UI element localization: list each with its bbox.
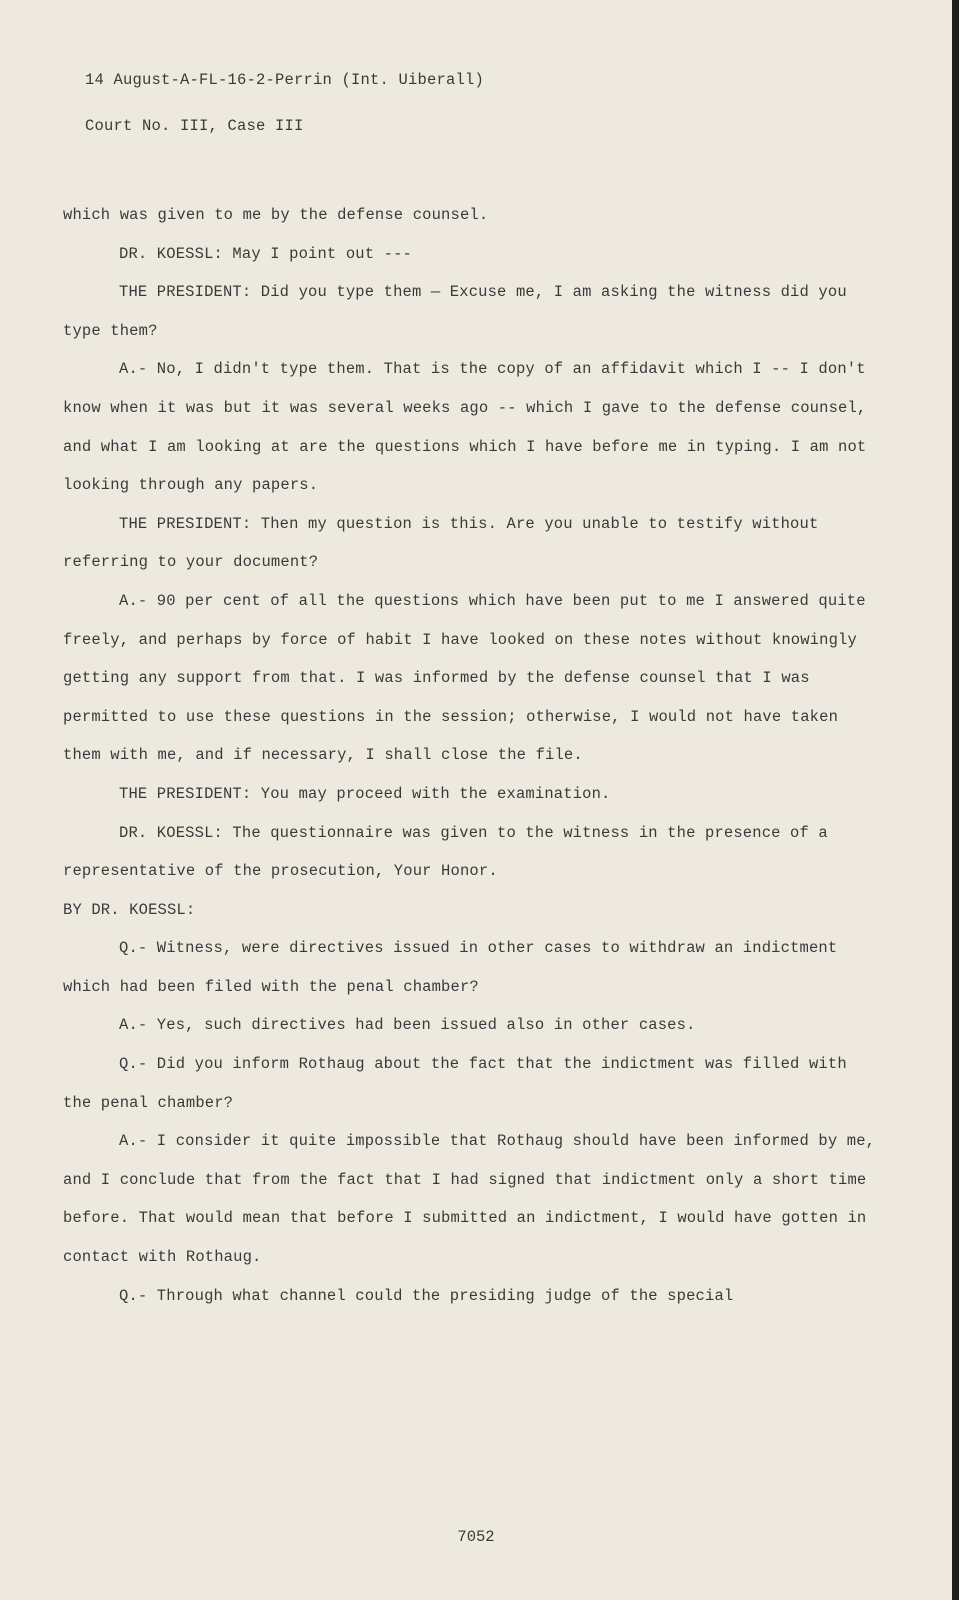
paragraph: BY DR. KOESSL: <box>63 900 196 919</box>
header-court-line: Court No. III, Case III <box>85 117 304 135</box>
paragraph: A.- I consider it quite impossible that Rothaug should have been informed by me, and I conclude that from the fact that I had signed that indictment only a short time before. That would mean that before I submitted an indictment, I would have gotten in contact with Rothaug. <box>63 1132 876 1267</box>
paragraph: Q.- Did you inform Rothaug about the fact that the indictment was filled with the penal chamber? <box>63 1055 847 1112</box>
paragraph: DR. KOESSL: May I point out --- <box>119 244 412 263</box>
paragraph: A.- Yes, such directives had been issued also in other cases. <box>119 1016 696 1035</box>
header-case-line: 14 August-A-FL-16-2-Perrin (Int. Uiberall) <box>85 71 485 89</box>
paragraph: Q.- Through what channel could the presiding judge of the special <box>119 1286 734 1305</box>
paragraph: THE PRESIDENT: You may proceed with the examination. <box>119 784 611 803</box>
paragraph: which was given to me by the defense counsel. <box>63 206 489 224</box>
paragraph: THE PRESIDENT: Did you type them — Excuse me, I am asking the witness did you type them? <box>63 283 847 340</box>
paragraph: A.- No, I didn't type them. That is the copy of an affidavit which I -- I don't know when it was but it was several weeks ago -- which I gave to the defense counsel, and what I am looking at are the questions which I have before me in typing. I am not looking through any papers. <box>63 360 867 495</box>
scan-edge <box>952 0 959 1600</box>
page-number: 7052 <box>457 1528 495 1546</box>
paragraph: DR. KOESSL: The questionnaire was given to the witness in the presence of a representative of the prosecution, Your Honor. <box>63 823 828 881</box>
transcript-body <box>63 196 878 1315</box>
paragraph: A.- 90 per cent of all the questions which have been put to me I answered quite freely, and perhaps by force of habit I have looked on these notes without knowingly getting any support from that. I was informed by the defense counsel that I was permitted to use these questions in the session; otherwise, I would not have taken them with me, and if necessary, I shall close the file. <box>63 591 866 765</box>
paragraph: THE PRESIDENT: Then my question is this. Are you unable to testify without referring to your document? <box>63 514 819 572</box>
paragraph: Q.- Witness, were directives issued in other cases to withdraw an indictment which had been filed with the penal chamber? <box>63 939 838 996</box>
